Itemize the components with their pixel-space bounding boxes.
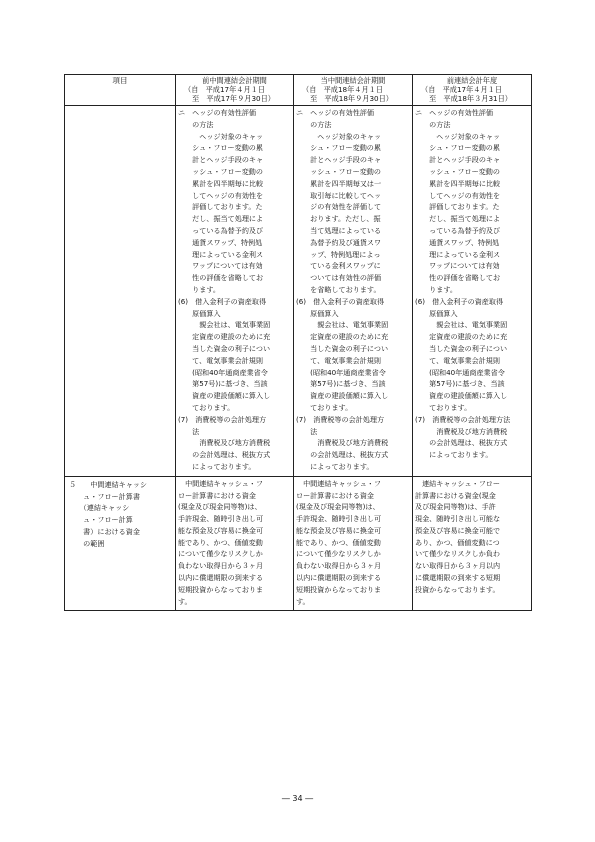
text-line: あり、かつ、価値変動につ xyxy=(415,537,500,547)
text-line: 取引毎に比較してヘッ xyxy=(296,190,382,200)
text-line: ッシュ・フロー変動の xyxy=(415,166,500,176)
text-line: 消費税及び地方消費税 xyxy=(178,438,271,448)
text-line: (7) 消費税等の会計処理方 xyxy=(296,414,385,424)
text-line: してヘッジの有効性を xyxy=(178,190,264,200)
text-line: 以内に償還期限の到来する xyxy=(178,573,264,583)
text-line: 計とヘッジ手段のキャ xyxy=(178,155,264,165)
text-line: を省略しております。 xyxy=(296,284,381,294)
text-line: ニ ヘッジの有効性評価 xyxy=(415,108,494,117)
text-line: 連結キャッシュ・フロー xyxy=(415,478,500,488)
text-line: 法 xyxy=(178,426,200,436)
prev-interim-header xyxy=(176,75,294,106)
text-line: 性の評価を省略してお xyxy=(178,273,264,283)
text-line: ロー計算書における資金 xyxy=(296,490,375,500)
text-line: 通貨スワップ、特例処 xyxy=(178,237,263,247)
text-line: っている為替予約及び xyxy=(415,225,501,235)
text-line: の方法 xyxy=(296,119,332,129)
text-line: 親会社は、電気事業固 xyxy=(178,320,271,330)
text-line: 累計を四半期毎又は一 xyxy=(296,178,382,188)
page-number: ― 34 ― xyxy=(281,794,314,803)
text-line: （連結キャッシ xyxy=(69,503,130,513)
text-line: ております。 xyxy=(415,402,472,412)
text-line: 計算書における資金(現金 xyxy=(415,490,496,500)
text-line: 原価算入 xyxy=(178,308,221,318)
text-line: 評価しております。た xyxy=(415,202,500,212)
text-line: (6) 借入金利子の資産取得 xyxy=(178,296,267,306)
text-line: 能であり、かつ、価値変動 xyxy=(178,537,263,547)
text-line: ない取得日から３ヶ月以内 xyxy=(415,561,501,571)
text-line: ュ・フロー計算 xyxy=(69,515,133,525)
text-line: ロー計算書における資金 xyxy=(178,490,257,500)
cash-scope-prev-interim-cell xyxy=(176,476,294,611)
text-line: ワップについては有効 xyxy=(415,261,500,271)
text-line: (昭和40年通商産業省令 xyxy=(178,367,268,377)
text-line: 累計を四半期毎に比較 xyxy=(178,178,264,188)
text-line: シュ・フロー変動の累 xyxy=(415,143,500,153)
prev-year-from: （自 平成17年４月１日 xyxy=(421,85,503,94)
prev-year-title: 前連結会計年度 xyxy=(446,76,498,85)
text-line: の会計処理は、税抜方式 xyxy=(415,438,508,448)
text-line: 第57号)に基づき、当該 xyxy=(178,379,268,389)
text-line: 当した資金の利子につい xyxy=(296,343,389,353)
text-line: 当した資金の利子につい xyxy=(178,343,271,353)
text-line: (6) 借入金利子の資産取得 xyxy=(415,296,504,306)
text-line: ている金利スワップに xyxy=(296,261,381,271)
text-line: ヘッジ対象のキャッ xyxy=(415,131,501,141)
text-line: 為替予約及び通貨スワ xyxy=(296,237,382,247)
text-line: ております。 xyxy=(296,402,353,412)
text-line: ります。 xyxy=(178,284,220,294)
text-line: ニ ヘッジの有効性評価 xyxy=(296,108,375,117)
text-line: ッシュ・フロー変動の xyxy=(178,166,263,176)
text-line: だし、振当て処理によ xyxy=(178,214,264,224)
text-line: (昭和40年通商産業省令 xyxy=(296,367,386,377)
text-line: 当て処理によっている xyxy=(296,225,382,235)
text-line: おります。ただし、振 xyxy=(296,214,381,224)
prev-interim-from: （自 平成17年４月１日 xyxy=(184,85,266,94)
text-line: の方法 xyxy=(178,119,214,129)
text-line: 計とヘッジ手段のキャ xyxy=(296,155,382,165)
item-header: 項目 xyxy=(65,75,176,106)
text-line: 法 xyxy=(296,426,318,436)
text-line: 定資産の建設のために充 xyxy=(178,332,271,342)
text-line: (現金及び現金同等物)は、 xyxy=(178,502,262,512)
text-line: いて僅少なリスクしか負わ xyxy=(415,549,500,559)
text-line: て、電気事業会計規則 xyxy=(415,355,500,365)
curr-interim-from: （自 平成18年４月１日 xyxy=(302,85,384,94)
text-line: ております。 xyxy=(178,402,235,412)
text-line: 第57号)に基づき、当該 xyxy=(415,379,505,389)
cash-scope-item-cell xyxy=(65,476,176,611)
text-line: 親会社は、電気事業固 xyxy=(415,320,508,330)
text-line: 短期投資からなっておりま xyxy=(178,584,264,594)
text-line: 当した資金の利子につい xyxy=(415,343,508,353)
text-line: 投資からなっております。 xyxy=(415,584,500,594)
table-header-row xyxy=(65,75,532,106)
text-line: によっております。 xyxy=(178,461,256,471)
text-line: の会計処理は、税抜方式 xyxy=(178,450,271,460)
text-line: ップ、特例処理によっ xyxy=(296,249,381,259)
text-line: シュ・フロー変動の累 xyxy=(296,143,381,153)
text-line: ワップについては有効 xyxy=(178,261,263,271)
text-line: によっております。 xyxy=(415,450,493,460)
text-line: て、電気事業会計規則 xyxy=(296,355,381,365)
text-line: 資産の建設価額に算入し xyxy=(415,391,508,401)
text-line: す。 xyxy=(296,596,310,606)
cash-scope-curr-interim-cell xyxy=(294,476,413,611)
text-line: 及び現金同等物)は、手許 xyxy=(415,502,496,512)
text-line: 通貨スワップ、特例処 xyxy=(415,237,500,247)
text-line: (7) 消費税等の会計処理方 xyxy=(178,414,267,424)
text-line: 能な預金及び容易に換金可 xyxy=(178,525,264,535)
text-line: ジの有効性を評価して xyxy=(296,202,382,212)
text-line: ５ 中間連結キャッシ xyxy=(69,479,148,489)
hedge-item-cell xyxy=(65,106,176,477)
curr-interim-title: 当中間連結会計期間 xyxy=(320,76,386,85)
text-line: に償還期限の到来する短期 xyxy=(415,573,501,583)
curr-interim-header xyxy=(294,75,413,106)
hedge-prev-interim-cell xyxy=(176,106,294,477)
cash-scope-row xyxy=(65,476,532,611)
text-line: によっております。 xyxy=(296,461,374,471)
text-line: 原価算入 xyxy=(296,308,339,318)
text-line: 性の評価を省略してお xyxy=(415,273,501,283)
text-line: 中間連結キャッシュ・フ xyxy=(296,478,381,488)
text-line: の範囲 xyxy=(69,538,105,548)
text-line: 現金、随時引き出し可能な xyxy=(415,514,501,524)
text-line: 定資産の建設のために充 xyxy=(296,332,389,342)
text-line: ついては有効性の評価 xyxy=(296,273,382,283)
curr-interim-to: 至 平成18年９月30日） xyxy=(310,94,393,103)
text-line: (現金及び現金同等物)は、 xyxy=(296,502,380,512)
accounting-policies-table xyxy=(64,74,532,611)
text-line: について僅少なリスクしか xyxy=(296,549,381,559)
prev-interim-to: 至 平成17年９月30日） xyxy=(192,94,275,103)
text-line: て、電気事業会計規則 xyxy=(178,355,263,365)
text-line: ヘッジ対象のキャッ xyxy=(296,131,382,141)
text-line: 消費税及び地方消費税 xyxy=(296,438,389,448)
text-line: 親会社は、電気事業固 xyxy=(296,320,389,330)
cash-scope-prev-year-cell xyxy=(413,476,532,611)
text-line: 手許現金、随時引き出し可 xyxy=(178,514,264,524)
text-line: 手許現金、随時引き出し可 xyxy=(296,514,382,524)
text-line: 中間連結キャッシュ・フ xyxy=(178,478,263,488)
prev-year-header xyxy=(413,75,532,106)
prev-interim-title: 前中間連結会計期間 xyxy=(202,76,267,85)
text-line: 負わない取得日から３ヶ月 xyxy=(296,561,382,571)
text-line: してヘッジの有効性を xyxy=(415,190,501,200)
text-line: 短期投資からなっておりま xyxy=(296,584,382,594)
text-line: 資産の建設価額に算入し xyxy=(178,391,271,401)
prev-year-to: 至 平成18年３月31日） xyxy=(429,94,512,103)
text-line: (6) 借入金利子の資産取得 xyxy=(296,296,385,306)
text-line: だし、振当て処理によ xyxy=(415,214,501,224)
text-line: ります。 xyxy=(415,284,457,294)
text-line: 能であり、かつ、価値変動 xyxy=(296,537,381,547)
text-line: ュ・フロー計算書 xyxy=(69,491,140,501)
text-line: の方法 xyxy=(415,119,451,129)
text-line: (7) 消費税等の会計処理方法 xyxy=(415,414,511,424)
text-line: 原価算入 xyxy=(415,308,458,318)
hedge-policy-row xyxy=(65,106,532,477)
text-line: 累計を四半期毎に比較 xyxy=(415,178,501,188)
text-line: について僅少なリスクしか xyxy=(178,549,263,559)
text-line: 以内に償還期限の到来する xyxy=(296,573,382,583)
text-line: (昭和40年通商産業省令 xyxy=(415,367,505,377)
text-line: の会計処理は、税抜方式 xyxy=(296,450,389,460)
text-line: っている為替予約及び xyxy=(178,225,264,235)
text-line: 負わない取得日から３ヶ月 xyxy=(178,561,264,571)
text-line: 計とヘッジ手段のキャ xyxy=(415,155,501,165)
text-line: シュ・フロー変動の累 xyxy=(178,143,263,153)
text-line: 第57号)に基づき、当該 xyxy=(296,379,386,389)
text-line: 書）における資金 xyxy=(69,526,140,536)
hedge-prev-year-cell xyxy=(413,106,532,477)
text-line: す。 xyxy=(178,596,192,606)
text-line: 評価しております。た xyxy=(178,202,263,212)
text-line: 資産の建設価額に算入し xyxy=(296,391,389,401)
text-line: 預金及び容易に換金可能で xyxy=(415,525,501,535)
text-line: 定資産の建設のために充 xyxy=(415,332,508,342)
text-line: 能な預金及び容易に換金可 xyxy=(296,525,382,535)
text-line: 消費税及び地方消費税 xyxy=(415,426,508,436)
hedge-curr-interim-cell xyxy=(294,106,413,477)
text-line: 理によっている金利ス xyxy=(415,249,501,259)
text-line: ニ ヘッジの有効性評価 xyxy=(178,108,257,117)
text-line: ヘッジ対象のキャッ xyxy=(178,131,264,141)
text-line: ッシュ・フロー変動の xyxy=(296,166,381,176)
text-line: 理によっている金利ス xyxy=(178,249,264,259)
